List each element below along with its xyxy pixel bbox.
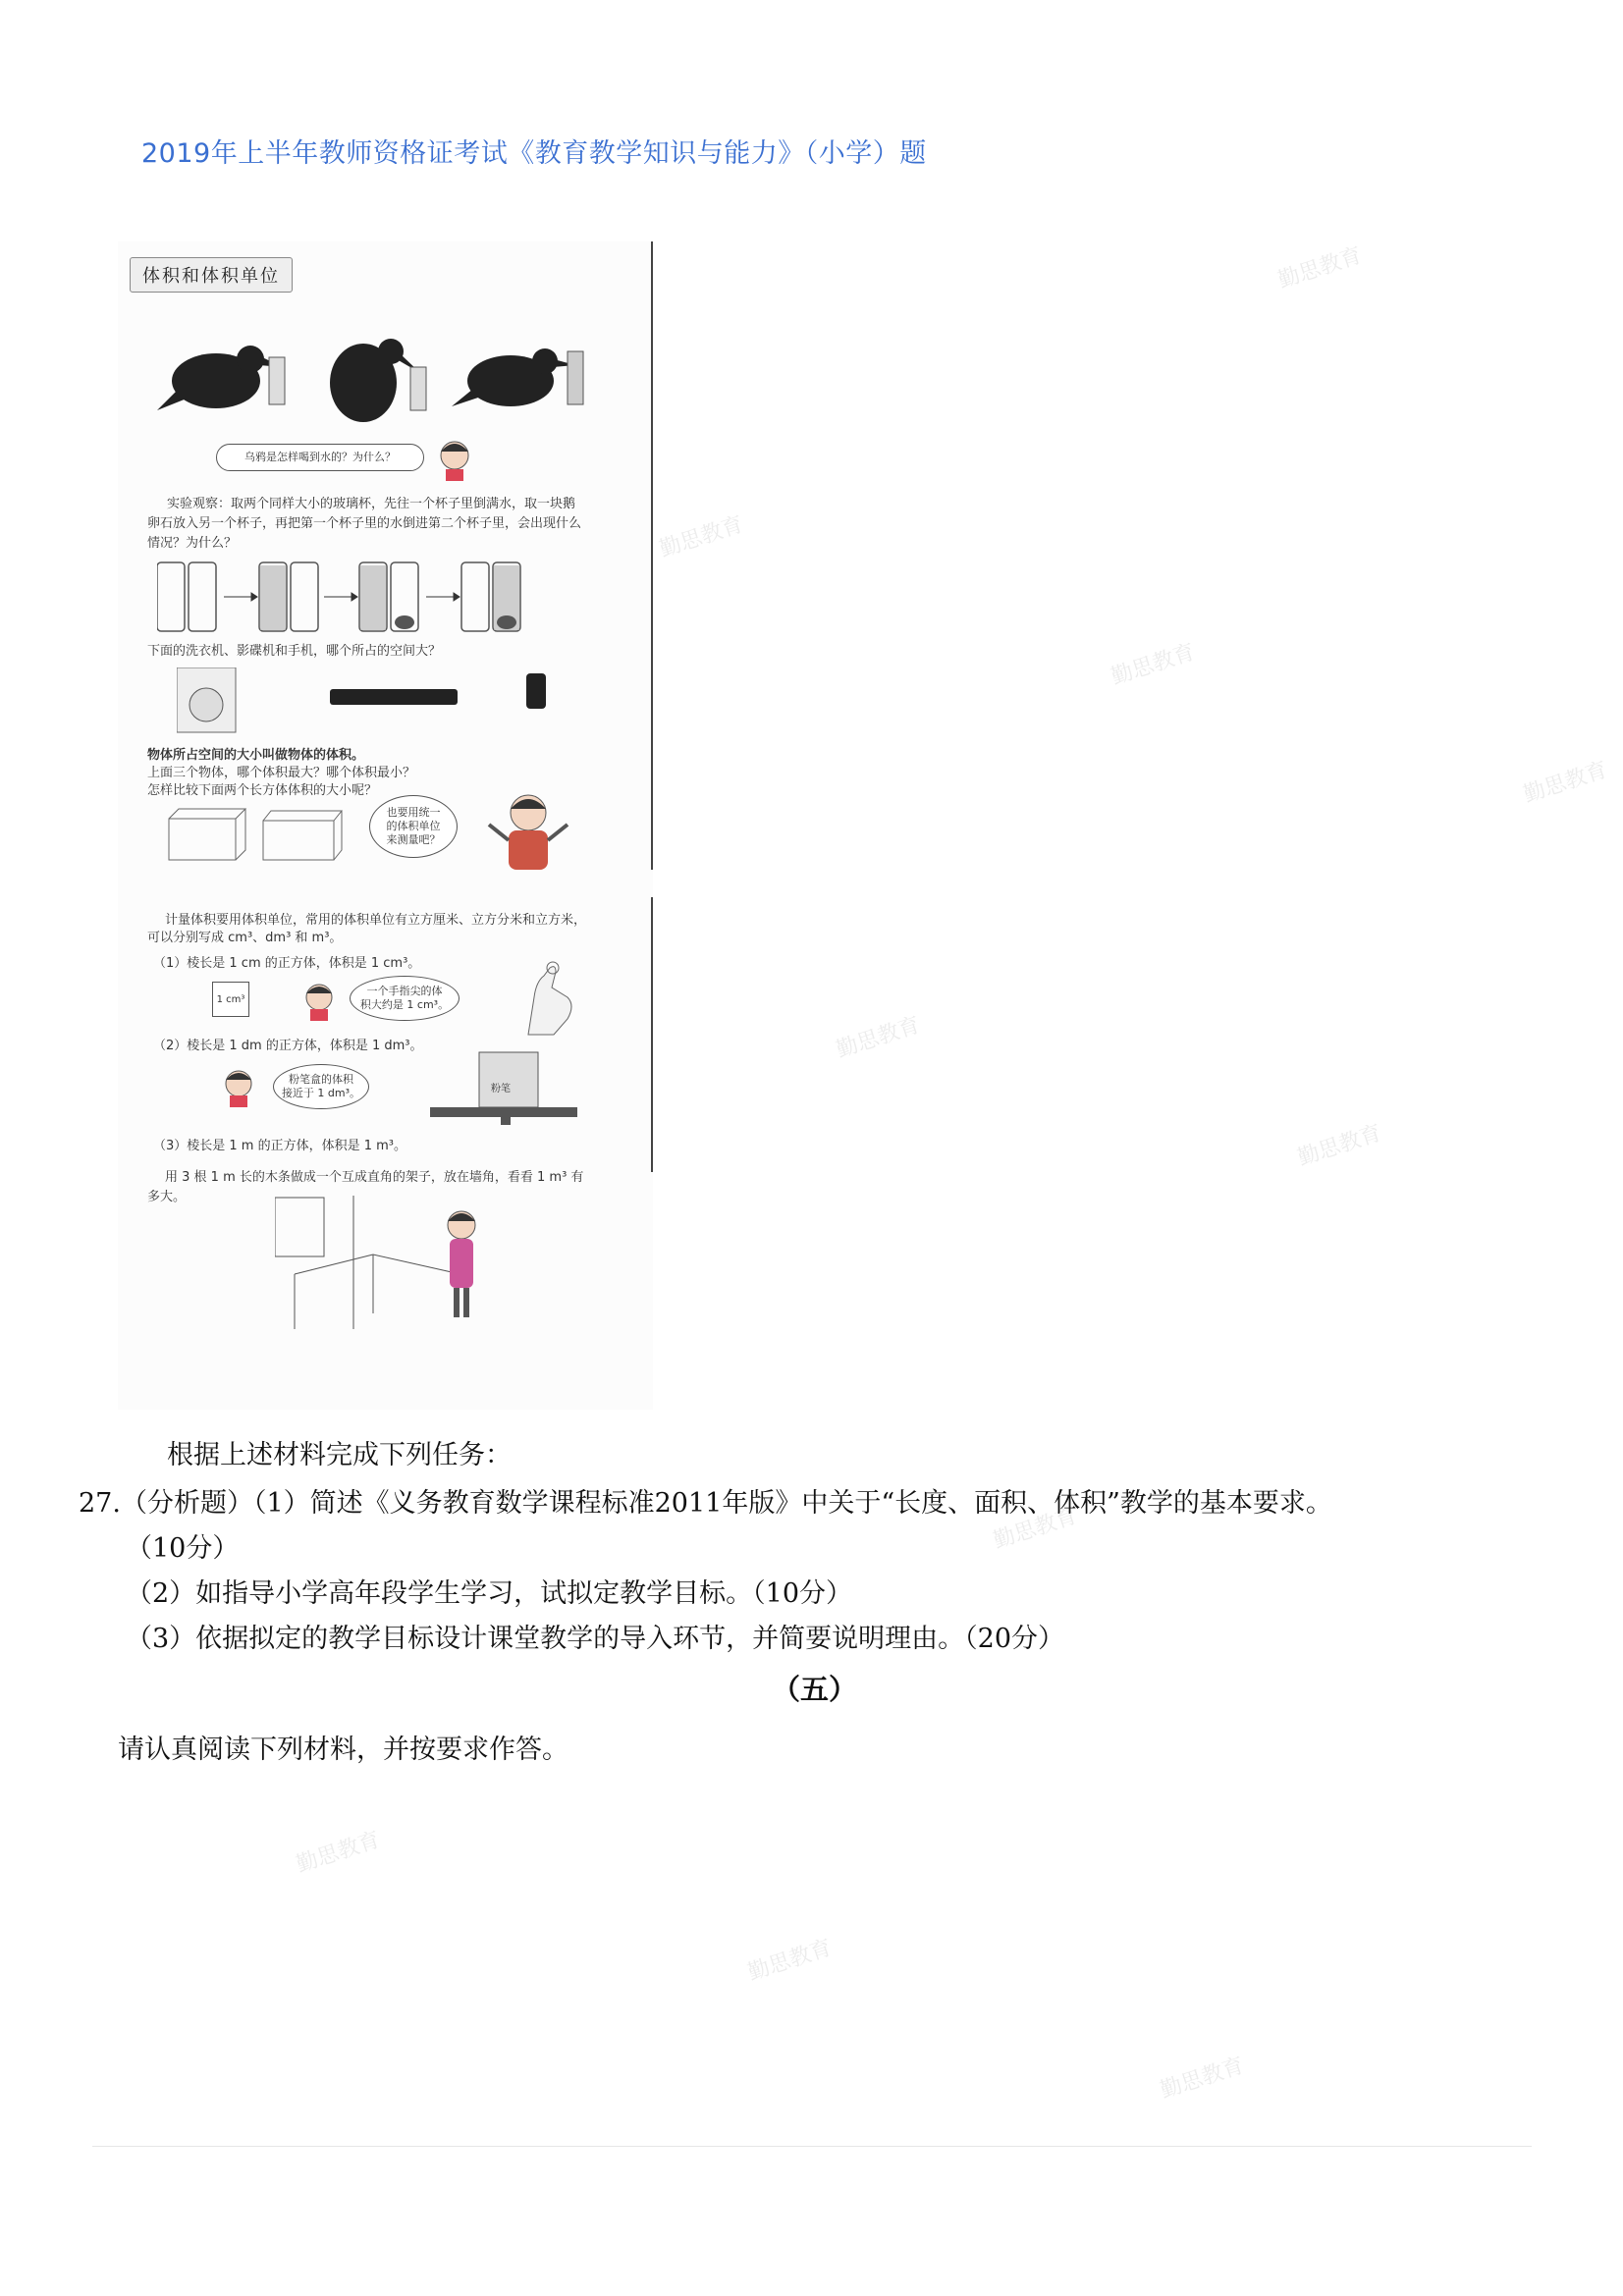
cube-1cm: 1 cm³ bbox=[212, 982, 249, 1017]
chalk-box-speech-bubble: 粉笔盒的体积 接近于 1 dm³。 bbox=[273, 1064, 369, 1109]
experiment-line: 情况？为什么？ bbox=[147, 536, 238, 551]
cuboids-illustration bbox=[167, 805, 363, 864]
document-header: 2019年上半年教师资格证考试《教育教学知识与能力》（小学）题 bbox=[141, 138, 927, 169]
boy-speech-bubble: 也要用统一 的体积单位 来测量吧？ bbox=[369, 795, 458, 858]
definition-line: 怎样比较下面两个长方体体积的大小呢？ bbox=[147, 783, 378, 798]
units-intro: 可以分别写成 cm³、dm³ 和 m³。 bbox=[147, 931, 343, 945]
chalk-box-label: 粉笔 bbox=[491, 1084, 511, 1095]
boy-illustration bbox=[479, 787, 577, 876]
appliance-question: 下面的洗衣机、影碟机和手机，哪个所占的空间大？ bbox=[147, 644, 442, 659]
task-intro: 根据上述材料完成下列任务： bbox=[167, 1440, 512, 1470]
textbook-heading: 体积和体积单位 bbox=[130, 257, 293, 293]
glass-experiment-illustration bbox=[157, 558, 569, 636]
page-divider bbox=[651, 897, 653, 1172]
child-illustration bbox=[430, 434, 479, 483]
watermark: 勤思教育 bbox=[990, 1503, 1081, 1554]
experiment-line: 卵石放入另一个杯子，再把第一个杯子里的水倒进第二个杯子里，会出现什么 bbox=[147, 516, 582, 531]
finger-speech-bubble: 一个手指尖的体 积大约是 1 cm³。 bbox=[350, 976, 460, 1021]
unit-item-cm: （1）棱长是 1 cm 的正方体，体积是 1 cm³。 bbox=[153, 956, 421, 971]
section-title: （五） bbox=[772, 1673, 858, 1706]
watermark: 勤思教育 bbox=[1108, 639, 1199, 690]
unit-item-dm: （2）棱长是 1 dm 的正方体，体积是 1 dm³。 bbox=[153, 1039, 423, 1053]
watermark: 勤思教育 bbox=[1520, 757, 1611, 808]
frame-text: 多大。 bbox=[147, 1190, 187, 1204]
units-intro: 计量体积要用体积单位，常用的体积单位有立方厘米、立方分米和立方米， bbox=[165, 913, 587, 928]
watermark: 勤思教育 bbox=[656, 511, 747, 562]
watermark: 勤思教育 bbox=[744, 1935, 836, 1986]
cubic-meter-frame-illustration bbox=[275, 1196, 511, 1333]
crow-speech-bubble: 乌鸦是怎样喝到水的？为什么？ bbox=[216, 444, 424, 471]
question-27-part2: （2）如指导小学高年段学生学习，试拟定教学目标。（10分） bbox=[126, 1578, 853, 1609]
definition-line: 上面三个物体，哪个体积最大？哪个体积最小？ bbox=[147, 766, 416, 780]
watermark: 勤思教育 bbox=[833, 1012, 924, 1063]
definition-line: 物体所占空间的大小叫做物体的体积。 bbox=[147, 748, 365, 763]
section-instruction: 请认真阅读下列材料，并按要求作答。 bbox=[118, 1735, 568, 1765]
frame-text: 用 3 根 1 m 长的木条做成一个互成直角的架子，放在墙角，看看 1 m³ 有 bbox=[165, 1170, 584, 1185]
finger-illustration bbox=[509, 958, 587, 1037]
watermark: 勤思教育 bbox=[1274, 242, 1366, 294]
question-27: 27.（分析题）（1）简述《义务教育数学课程标准2011年版》中关于“长度、面积、体积”教学的基本要求。 bbox=[79, 1488, 1332, 1519]
watermark: 勤思教育 bbox=[1294, 1120, 1385, 1171]
watermark: 勤思教育 bbox=[293, 1827, 384, 1878]
unit-item-m: （3）棱长是 1 m 的正方体，体积是 1 m³。 bbox=[153, 1139, 407, 1153]
question-27-score: （10分） bbox=[126, 1533, 240, 1564]
footer-divider bbox=[92, 2146, 1532, 2147]
appliances-illustration bbox=[177, 667, 609, 736]
experiment-line: 实验观察：取两个同样大小的玻璃杯，先往一个杯子里倒满水，取一块鹅 bbox=[167, 497, 576, 511]
textbook-page-figure bbox=[118, 241, 653, 1410]
question-27-part3: （3）依据拟定的教学目标设计课堂教学的导入环节，并简要说明理由。（20分） bbox=[126, 1624, 1065, 1654]
child-illustration bbox=[212, 1064, 265, 1111]
crow-illustration bbox=[157, 312, 628, 440]
child-illustration bbox=[295, 978, 344, 1023]
page-divider bbox=[651, 241, 653, 870]
watermark: 勤思教育 bbox=[1157, 2053, 1248, 2104]
